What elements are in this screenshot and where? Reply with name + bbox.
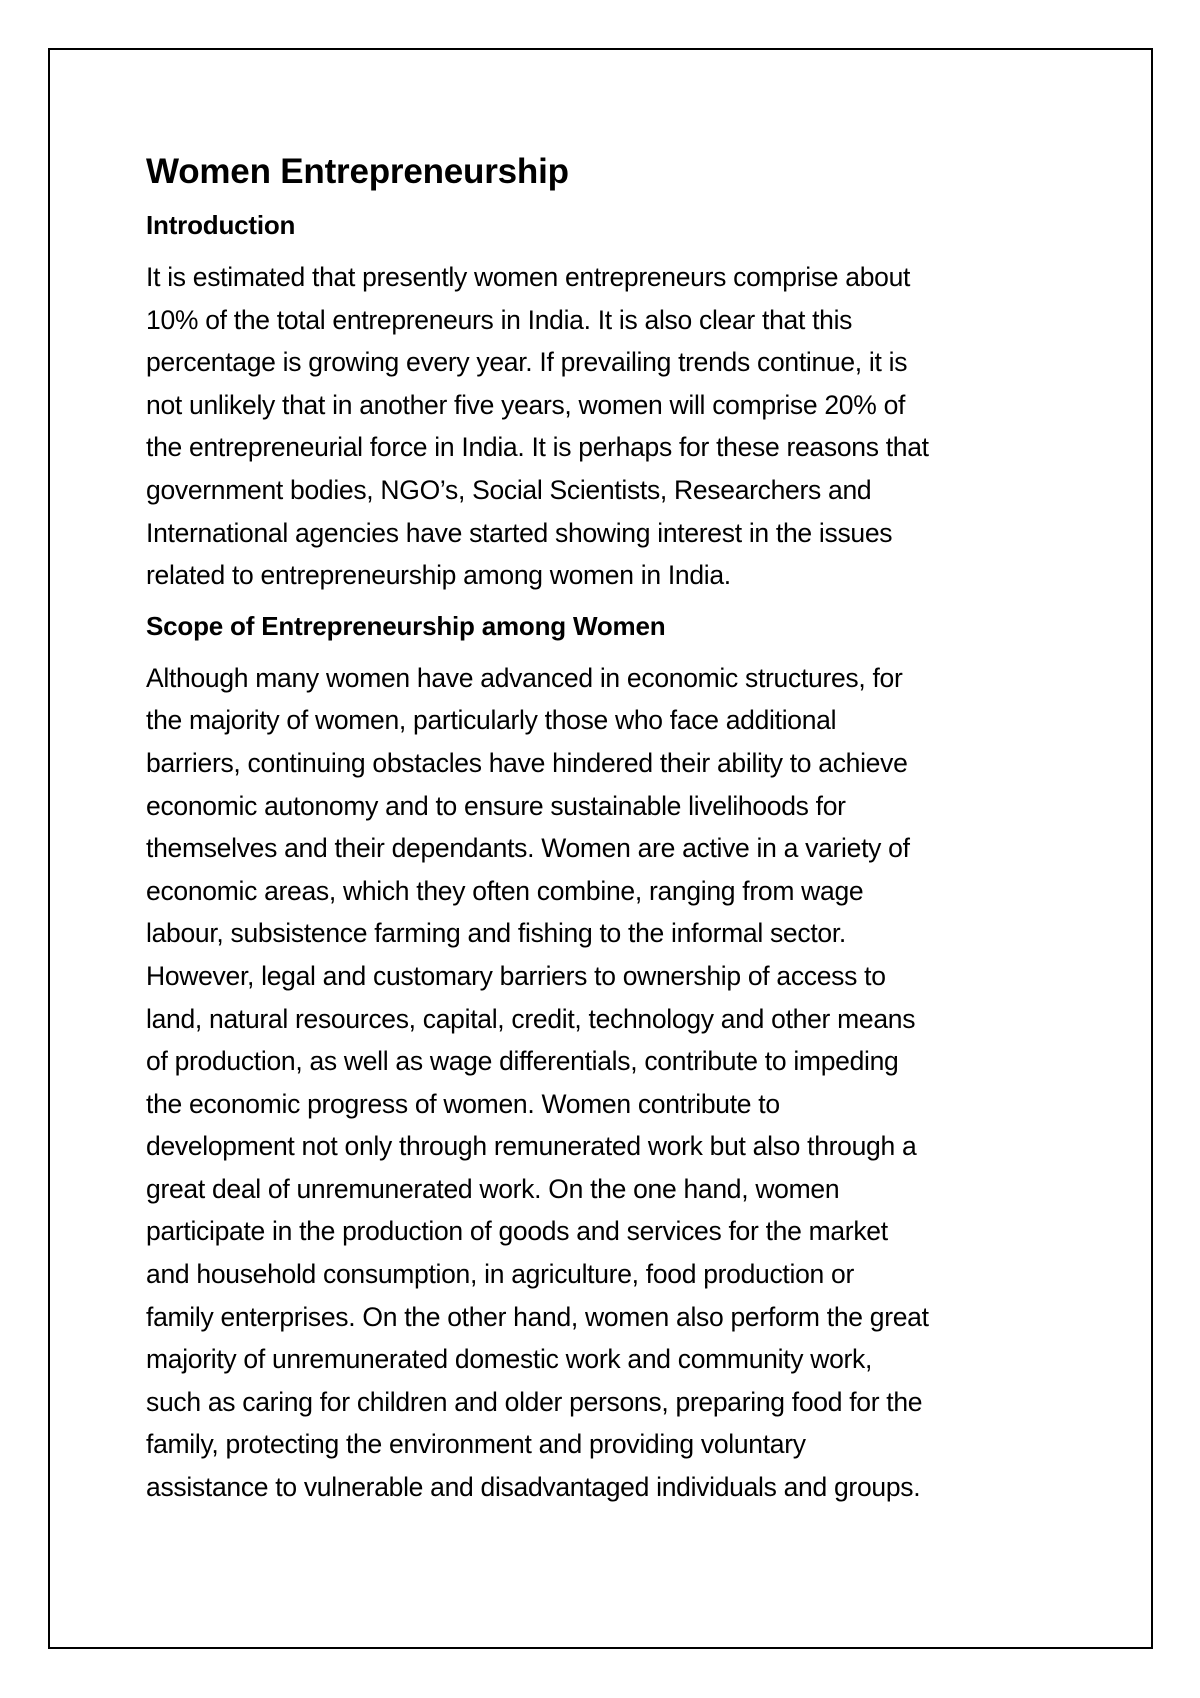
paragraph-introduction <box>146 256 1066 597</box>
text-line: percentage is growing every year. If prevailing trends continue, it is <box>146 347 908 378</box>
document-title: Women Entrepreneurship <box>146 152 569 191</box>
text-line: and household consumption, in agriculture, food production or <box>146 1259 854 1290</box>
text-line: Although many women have advanced in economic structures, for <box>146 662 903 693</box>
text-line: such as caring for children and older persons, preparing food for the <box>146 1386 923 1417</box>
text-line: the entrepreneurial force in India. It is perhaps for these reasons that <box>146 432 929 463</box>
text-line: economic areas, which they often combine, ranging from wage <box>146 875 864 906</box>
text-line: However, legal and customary barriers to ownership of access to <box>146 960 886 991</box>
text-line: not unlikely that in another five years, women will comprise 20% of <box>146 389 906 420</box>
section-heading-introduction: Introduction <box>146 210 296 240</box>
text-line: assistance to vulnerable and disadvantaged individuals and groups. <box>146 1472 921 1503</box>
text-line: barriers, continuing obstacles have hindered their ability to achieve <box>146 747 908 778</box>
section-heading-scope: Scope of Entrepreneurship among Women <box>146 610 666 641</box>
text-line: the economic progress of women. Women contribute to <box>146 1088 780 1119</box>
text-line: the majority of women, particularly those who face additional <box>146 705 837 736</box>
text-line: development not only through remunerated work but also through a <box>146 1131 917 1162</box>
text-line: participate in the production of goods and services for the market <box>146 1216 888 1247</box>
text-line: related to entrepreneurship among women in India. <box>146 560 731 591</box>
text-line: family, protecting the environment and providing voluntary <box>146 1429 806 1460</box>
text-line: majority of unremunerated domestic work and community work, <box>146 1344 873 1375</box>
text-line: 10% of the total entrepreneurs in India. It is also clear that this <box>146 304 853 335</box>
text-line: It is estimated that presently women entrepreneurs comprise about <box>146 262 911 292</box>
text-line: economic autonomy and to ensure sustainable livelihoods for <box>146 790 846 821</box>
text-line: land, natural resources, capital, credit, technology and other means <box>146 1003 916 1034</box>
text-line: themselves and their dependants. Women are active in a variety of <box>146 833 910 864</box>
text-line: family enterprises. On the other hand, women also perform the great <box>146 1301 929 1332</box>
text-line: of production, as well as wage differentials, contribute to impeding <box>146 1046 899 1077</box>
text-line: International agencies have started showing interest in the issues <box>146 517 893 548</box>
paragraph-scope <box>146 657 1066 1509</box>
text-line: great deal of unremunerated work. On the one hand, women <box>146 1173 840 1204</box>
text-line: labour, subsistence farming and fishing to the informal sector. <box>146 918 846 949</box>
text-line: government bodies, NGO’s, Social Scientists, Researchers and <box>146 474 872 505</box>
document-body <box>146 150 1066 1521</box>
